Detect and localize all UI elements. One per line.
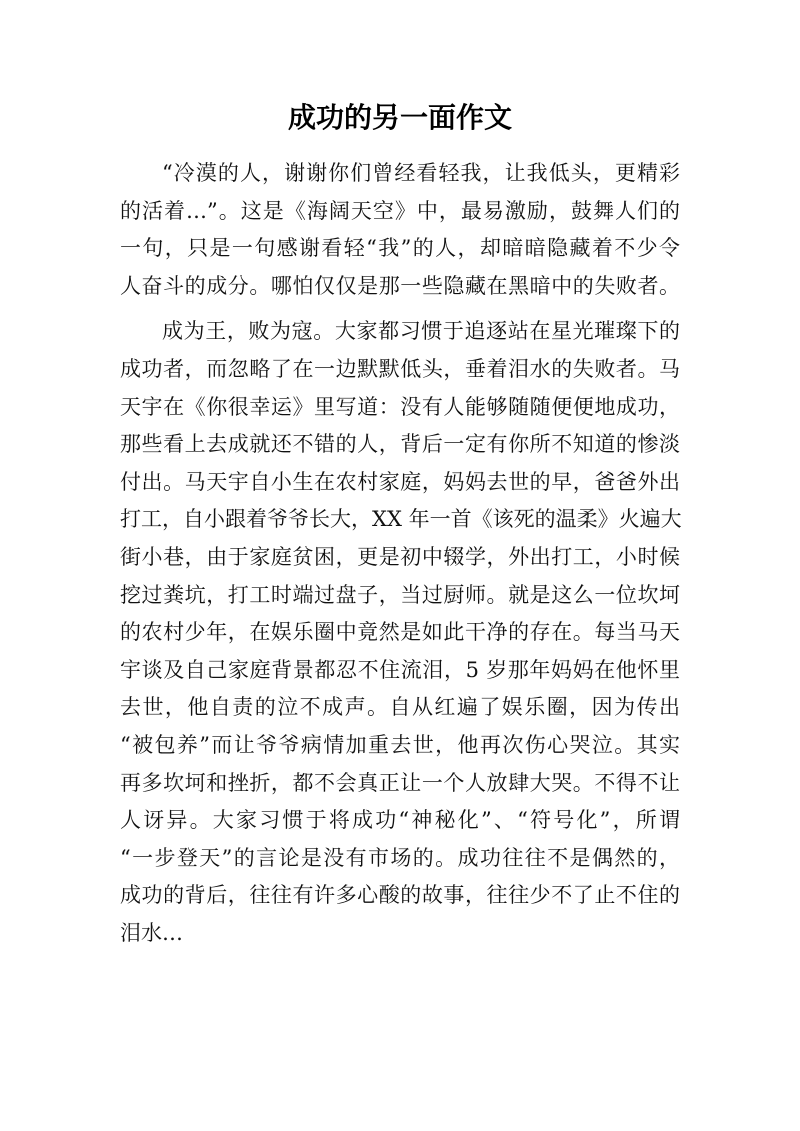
- paragraph-line: 宇谈及自己家庭背景都忍不住流泪，5 岁那年妈妈在他怀里: [120, 657, 680, 682]
- paragraph-line: “被包养”而让爷爷病情加重去世，他再次伤心哭泣。其实: [120, 732, 680, 757]
- document-body: [120, 155, 680, 952]
- paragraph-line: 的活着…”。这是《海阔天空》中，最易激励，鼓舞人们的: [120, 198, 680, 223]
- paragraph-line: 打工，自小跟着爷爷长大，XX 年一首《该死的温柔》火遍大: [120, 507, 682, 532]
- paragraph-1: [120, 155, 680, 305]
- document-title: 成功的另一面作文: [287, 101, 512, 134]
- paragraph-line: 成为王，败为寇。大家都习惯于追逐站在星光璀璨下的: [162, 319, 680, 344]
- paragraph-line: “冷漠的人，谢谢你们曾经看轻我，让我低头，更精彩: [162, 161, 680, 185]
- paragraph-line: 泪水…: [120, 920, 183, 945]
- paragraph-spacer: [120, 305, 680, 313]
- paragraph-line: 再多坎坷和挫折，都不会真正让一个人放肆大哭。不得不让: [120, 770, 680, 795]
- paragraph-line: 一句，只是一句感谢看轻“我”的人，却暗暗隐藏着不少令: [120, 236, 680, 261]
- paragraph-2: [120, 313, 680, 952]
- paragraph-line: 的农村少年，在娱乐圈中竟然是如此干净的存在。每当马天: [120, 620, 680, 645]
- paragraph-line: 人讶异。大家习惯于将成功“神秘化”、“符号化”，所谓: [120, 808, 680, 833]
- paragraph-line: 付出。马天宇自小生在农村家庭，妈妈去世的早，爸爸外出: [120, 469, 680, 494]
- paragraph-line: 天宇在《你很幸运》里写道：没有人能够随随便便地成功，: [120, 394, 680, 419]
- paragraph-line: 挖过粪坑，打工时端过盘子，当过厨师。就是这么一位坎坷: [120, 582, 680, 607]
- paragraph-line: 去世，他自责的泣不成声。自从红遍了娱乐圈，因为传出: [120, 695, 680, 720]
- paragraph-line: “一步登天”的言论是没有市场的。成功往往不是偶然的，: [120, 845, 680, 870]
- paragraph-line: 那些看上去成就还不错的人，背后一定有你所不知道的惨淡: [120, 432, 680, 457]
- paragraph-line: 成功的背后，往往有许多心酸的故事，往往少不了止不住的: [120, 883, 680, 908]
- paragraph-line: 街小巷，由于家庭贫困，更是初中辍学，外出打工，小时候: [120, 544, 680, 569]
- paragraph-line: 成功者，而忽略了在一边默默低头，垂着泪水的失败者。马: [120, 356, 680, 381]
- paragraph-line: 人奋斗的成分。哪怕仅仅是那一些隐藏在黑暗中的失败者。: [120, 273, 680, 298]
